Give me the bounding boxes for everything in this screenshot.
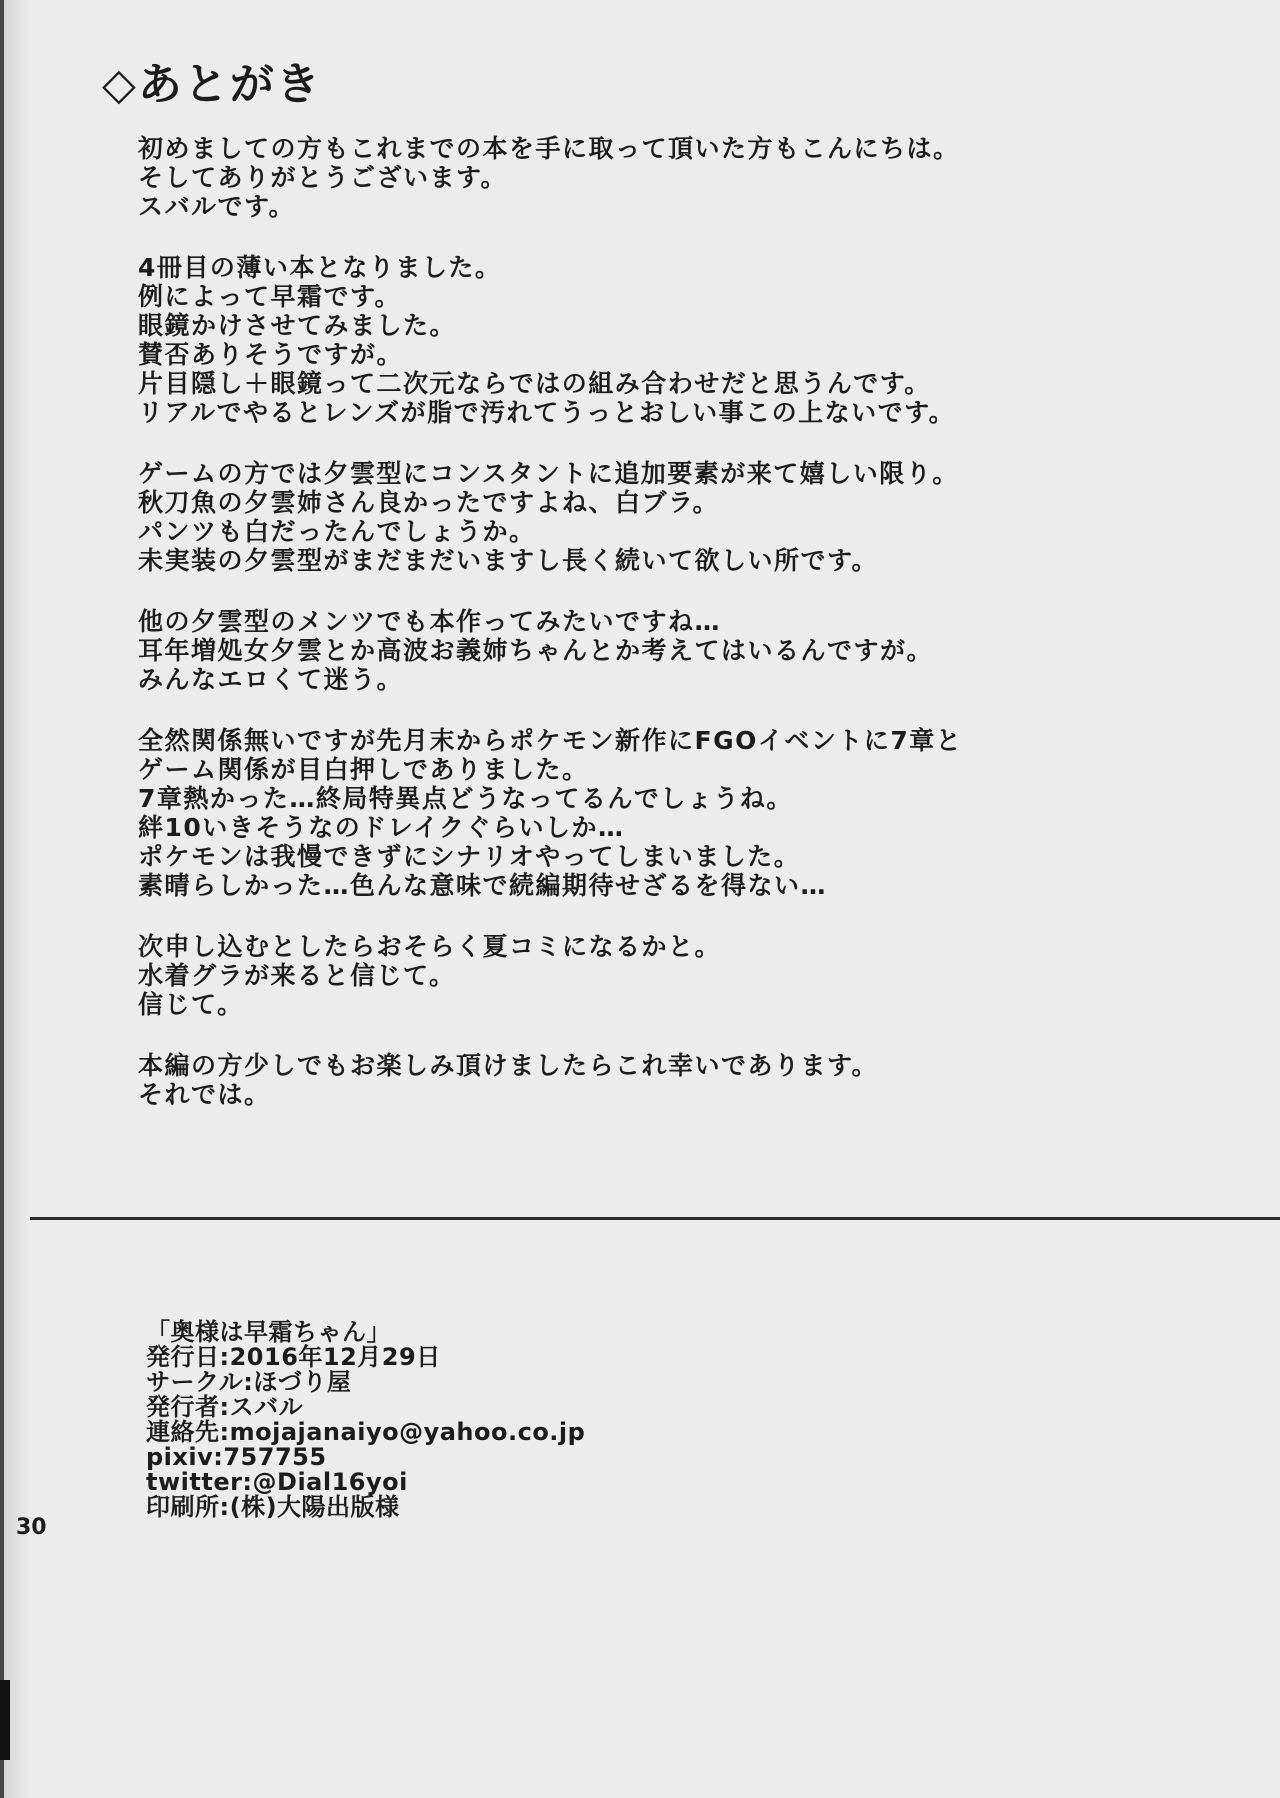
- paragraph: [138, 253, 1218, 427]
- text-line: 次申し込むとしたらおそらく夏コミになるかと。: [138, 932, 722, 961]
- circle-name: サークル:ほづり屋: [146, 1368, 352, 1396]
- colophon: [146, 1320, 585, 1520]
- text-line: みんなエロくて迷う。: [138, 665, 404, 694]
- text-line: 片目隠し＋眼鏡って二次元ならではの組み合わせだと思うんです。: [138, 369, 931, 398]
- paragraph: [138, 459, 1218, 575]
- text-line: 賛否ありそうですが。: [138, 340, 404, 369]
- text-line: スバルです。: [138, 192, 296, 221]
- text-line: 未実装の夕雲型がまだまだいますし長く続いて欲しい所です。: [138, 546, 879, 575]
- paragraph: [138, 1051, 1218, 1109]
- text-line: ゲーム関係が目白押しでありました。: [138, 755, 589, 784]
- book-title: 「奥様は早霜ちゃん」: [146, 1318, 391, 1346]
- paragraph: [138, 932, 1218, 1019]
- text-line: 絆10いきそうなのドレイクぐらいしか…: [138, 813, 625, 842]
- release-date: 発行日:2016年12月29日: [146, 1343, 441, 1371]
- twitter-handle: twitter:@Dial16yoi: [146, 1468, 408, 1496]
- text-line: 例によって早霜です。: [138, 282, 402, 311]
- text-line: ゲームの方では夕雲型にコンスタントに追加要素が来て嬉しい限り。: [138, 459, 959, 488]
- text-line: そしてありがとうございます。: [138, 163, 508, 192]
- pixiv-id: pixiv:757755: [146, 1443, 327, 1471]
- text-line: 他の夕雲型のメンツでも本作ってみたいですね…: [138, 607, 722, 636]
- text-line: 秋刀魚の夕雲姉さん良かったですよね、白ブラ。: [138, 488, 720, 517]
- text-line: それでは。: [138, 1080, 271, 1109]
- paragraph: [138, 134, 1218, 221]
- text-line: 素晴らしかった…色んな意味で続編期待せざるを得ない…: [138, 871, 828, 900]
- paragraph: [138, 607, 1218, 694]
- text-line: 信じて。: [138, 990, 244, 1019]
- binding-mark: [0, 1680, 10, 1760]
- afterword-body: [138, 134, 1218, 1141]
- text-line: 全然関係無いですが先月末からポケモン新作にFGOイベントに7章と: [138, 726, 963, 755]
- text-line: 本編の方少しでもお楽しみ頂けましたらこれ幸いであります。: [138, 1051, 879, 1080]
- printer: 印刷所:(株)大陽出版様: [146, 1493, 400, 1521]
- publisher: 発行者:スバル: [146, 1393, 304, 1421]
- section-divider: [30, 1217, 1280, 1220]
- text-line: 4冊目の薄い本となりました。: [138, 253, 502, 282]
- text-line: リアルでやるとレンズが脂で汚れてうっとおしい事この上ないです。: [138, 398, 956, 427]
- page-edge: [0, 0, 4, 1798]
- page-title: ◇あとがき: [102, 59, 322, 110]
- paragraph: [138, 726, 1218, 900]
- text-line: 眼鏡かけさせてみました。: [138, 311, 457, 340]
- contact-email: 連絡先:mojajanaiyo@yahoo.co.jp: [146, 1418, 586, 1446]
- page-number: 30: [16, 1515, 47, 1540]
- text-line: 耳年増処女夕雲とか高波お義姉ちゃんとか考えてはいるんですが。: [138, 636, 934, 665]
- text-line: 7章熱かった…終局特異点どうなってるんでしょうね。: [138, 784, 793, 813]
- text-line: パンツも白だったんでしょうか。: [138, 517, 536, 546]
- text-line: 初めましての方もこれまでの本を手に取って頂いた方もこんにちは。: [138, 134, 960, 163]
- text-line: ポケモンは我慢できずにシナリオやってしまいました。: [138, 842, 801, 871]
- text-line: 水着グラが来ると信じて。: [138, 961, 456, 990]
